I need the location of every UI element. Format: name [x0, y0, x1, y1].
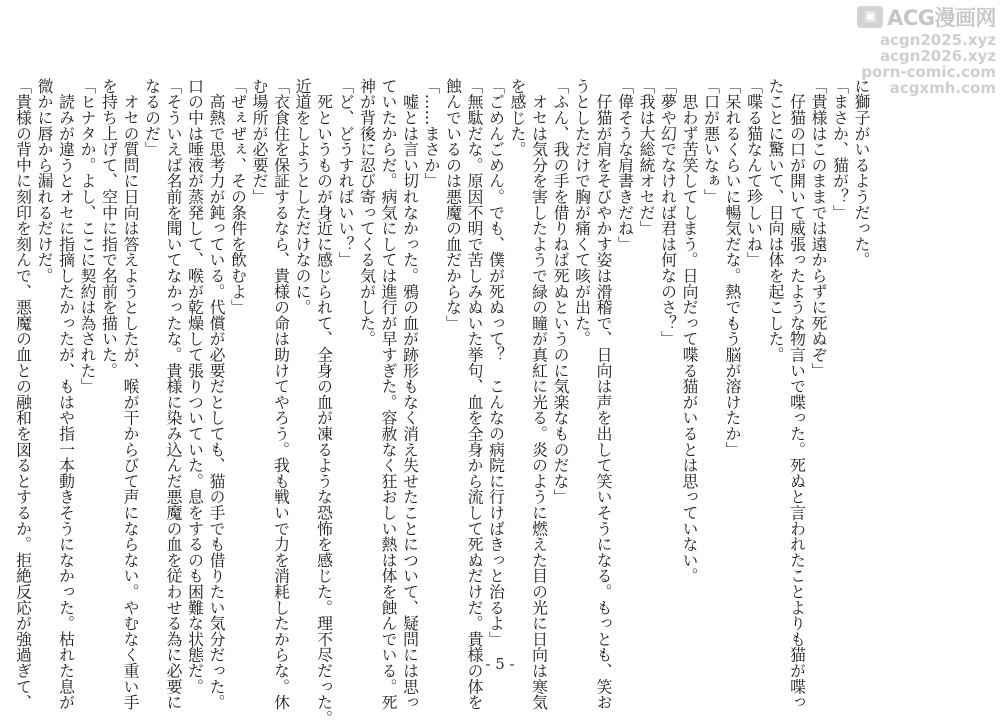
text-line: む場所が必要だ」	[250, 78, 269, 205]
text-line: 「呆れるくらいに暢気だな。熱でもう脳が溶けたか」	[723, 78, 742, 458]
text-line: 死というものが身近に感じられて、全身の血が凍るような恐怖を感じた。理不尽だった。	[314, 78, 334, 726]
text-line: に獅子がいるようだった。	[852, 78, 871, 268]
vertical-text-body	[13, 78, 872, 726]
text-line: 仔猫が肩をそびやかす姿は滑稽で、日向は声を出して笑いそうになる。もっとも、笑お	[594, 78, 613, 710]
watermark-domain: porn-comic.com	[861, 63, 996, 81]
text-line: 「貴様はこのままでは遠からずに死ぬぞ」	[809, 78, 828, 379]
text-line: 「夢や幻でなければ君は何なのさ？」	[658, 78, 678, 347]
watermark-domain: acgn2026.xyz	[879, 47, 996, 65]
text-line: うとしただけで胸が痛くて咳が出た。	[572, 78, 592, 347]
page-number: - 5 -	[485, 655, 515, 673]
watermark-domain: acgn2025.xyz	[879, 31, 996, 49]
text-line: 「ヒナタか。よし、ここに契約は為された」	[78, 78, 97, 394]
text-line: オセは気分を害したようで緑の瞳が真紅に光る。炎のように燃えた目の光に日向は寒気	[529, 78, 549, 710]
text-line: 高熱で思考力が鈍っている。代償が必要だとしても、猫の手でも借りたい気分だった。	[207, 78, 226, 710]
watermark-badge-icon: ▣	[857, 6, 883, 28]
text-line: 「偉そうな肩書きだね」	[615, 78, 635, 252]
text-line: 「まさか、猫が？」	[830, 78, 850, 221]
text-line: 「衣食住を保証するなら、貴様の命は助けてやろう。我も戦いで力を消耗したからな。休	[271, 78, 291, 710]
text-line: 「ど、どうすればいい？」	[336, 78, 355, 268]
text-line: を持ち上げて、空中に指で名前を描いた。	[99, 78, 119, 379]
text-line: 思わず苦笑してしまう。日向だって喋る猫がいるとは思っていない。	[680, 78, 699, 584]
watermark-domain: acgxmh.com	[889, 79, 996, 97]
text-line: なるのだ」	[142, 78, 162, 157]
text-line: を感じた。	[508, 78, 527, 157]
text-line: 微かに唇から漏れるだけだ。	[35, 78, 54, 284]
text-line: 「無駄だな。原因不明で苦しみぬいた挙句、血を全身から流して死ぬだけだ。貴様の体を	[465, 78, 484, 710]
text-line: 「口が悪いなぁ」	[701, 78, 721, 205]
text-line: 「ごめんごめん。でも、僕が死ぬって？ こんなの病院に行けばきっと治るよ」	[486, 78, 506, 647]
text-line: 「貴様の背中に刻印を刻んで、悪魔の血との融和を図るとするか。拒絶反応が強過ぎて、	[13, 78, 33, 710]
text-line: たことに驚いて、日向は体を起こした。	[766, 78, 785, 363]
text-line: ていたからだ。病気にしては進行が早すぎた。容赦なく狂おしい熱は体を蝕んでいる。死	[379, 78, 398, 710]
text-line: 「我は大総統オセだ」	[637, 78, 656, 236]
text-line: オセの質問に日向は答えようとしたが、喉が干からびて声にならない。やむなく重い手	[121, 78, 140, 710]
text-line: 「……まさか」	[422, 78, 441, 189]
text-line: 「ぜぇぜぇ、その条件を飲むよ」	[228, 78, 248, 315]
text-line: 神が背後に忍び寄ってくる気がした。	[357, 78, 377, 347]
watermark-logo	[846, 2, 996, 32]
text-line: 近道をしようとしただけなのに。	[293, 78, 312, 315]
text-line: 「ふん、我の手を借りねば死ぬというのに気楽なものだな」	[551, 78, 570, 505]
text-line: 「そういえば名前を聞いてなかったな。貴様に染み込んだ悪魔の血を従わせる為に必要に	[164, 78, 183, 710]
text-line: 口の中は唾液が蒸発して、喉が乾燥して張りついていた。息をするのも困難な状態だ。	[185, 78, 205, 695]
text-line: 「喋る猫なんて珍しいね」	[744, 78, 764, 268]
text-line: 蝕んでいるのは悪魔の血だからな」	[443, 78, 463, 331]
watermark-logo-text: ACG漫画网	[887, 6, 996, 30]
text-line: 嘘とは言い切れなかった。鴉の血が跡形もなく消え失せたことについて、疑問には思っ	[400, 78, 420, 710]
text-line: 仔猫の口が開いて威張ったような物言いで喋った。死ぬと言われたことよりも猫が喋っ	[787, 78, 807, 710]
text-line: 読みが違うとオセに指摘したかったが、もはや指一本動きそうになかった。枯れた息が	[56, 78, 76, 710]
